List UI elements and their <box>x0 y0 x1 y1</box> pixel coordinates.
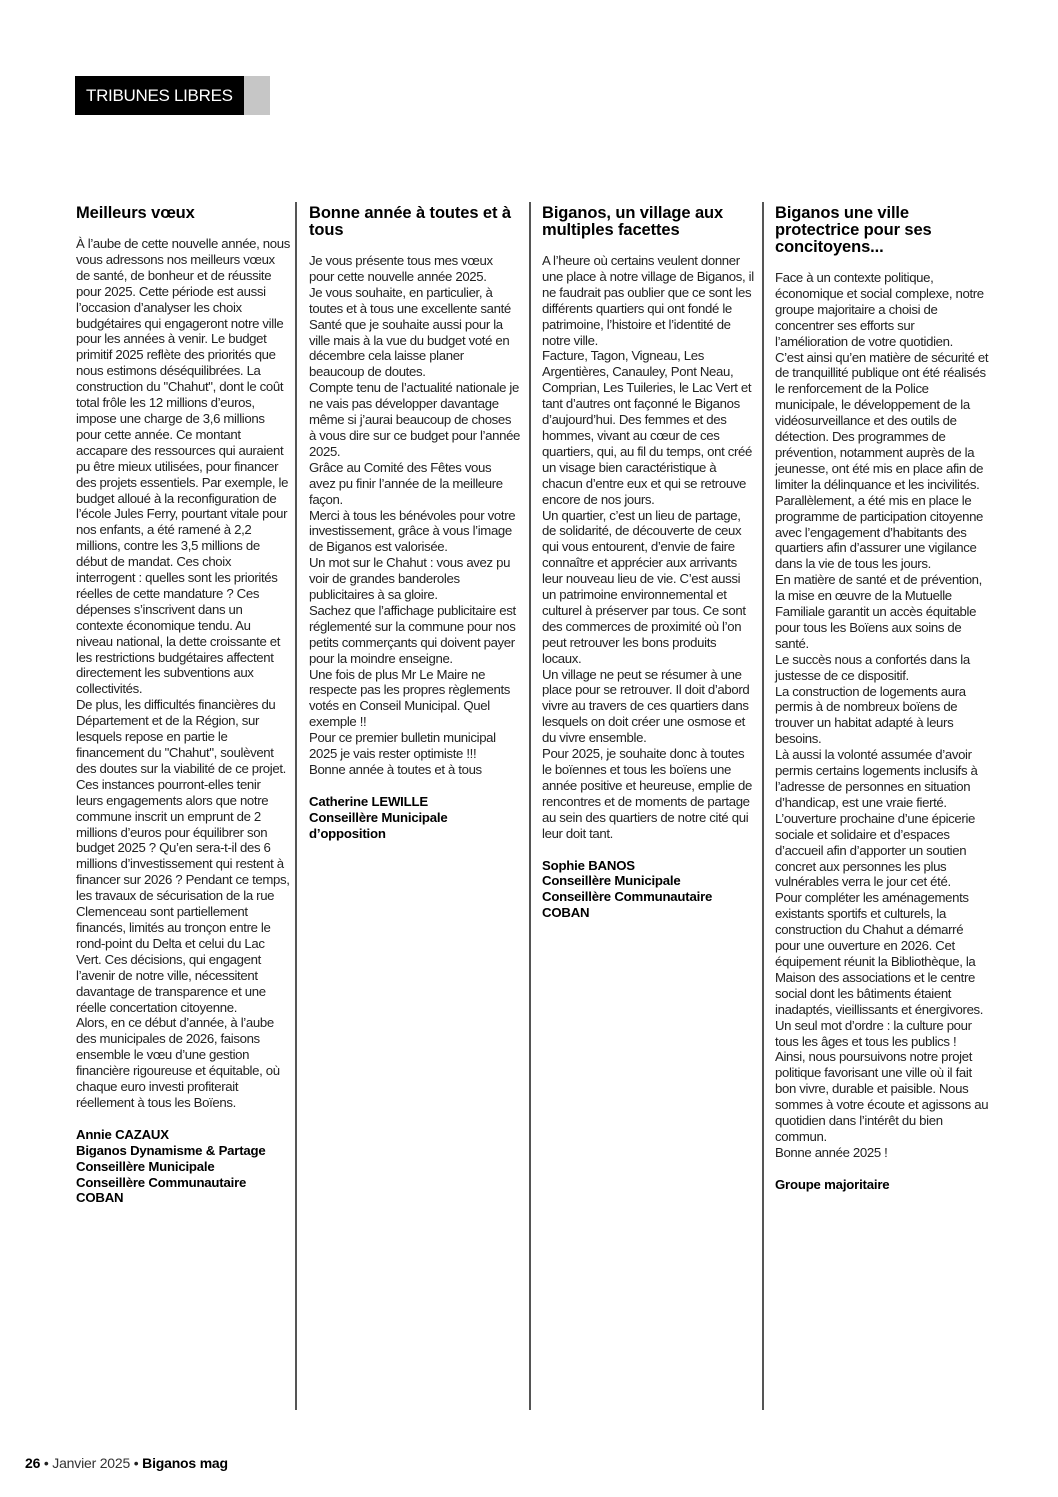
paragraph: Alors, en ce début d’année, à l’aube des municipales de 2026, faisons ensemble le vœu d’une gestion financière rigoureuse et équitable, où chaque euro investi profiterait réellement à tous les Boïens. <box>76 1015 280 1110</box>
paragraph: De plus, les difficultés financières du Département et de la Région, sur lesquels repose en partie le financement du "Chahut", soulèvent des doutes sur la viabilité de ce projet. Ces instances pourront-elles tenir leurs engagements alors que notre commune inscrit un emprunt de 2 millions d’euros pour équilibrer son budget 2025 ? Qu’en sera-t-il des 6 millions d’investissement qui restent à financer sur 2026 ? Pendant ce temps, les travaux de sécurisation de la rue Clemenceau sont partiellement financés, limités au tronçon entre le rond-point du Delta et celui du Lac Vert. Ces décisions, qui engagent l’avenir de notre ville, nécessitent davantage de transparence et une réelle concertation citoyenne. <box>76 697 290 1015</box>
tribune-title: Biganos une ville protectrice pour ses concitoyens... <box>775 204 932 256</box>
tribune-column-2 <box>309 205 521 842</box>
tribune-body <box>542 253 754 842</box>
paragraph: Facture, Tagon, Vigneau, Les Argentières, Canauley, Pont Neau, Comprian, Les Tuileries, le Lac Vert et tant d’autres ont façonné le Biganos d’aujourd’hui. Des femmes et des hommes, vivant au cœur de ces quartiers, qui, au fil du temps, ont créé un visage bien caractéristique à chacun d’entre eux et qui se retrouve encore de nos jours. <box>542 348 752 507</box>
paragraph: Là aussi la volonté assumée d’avoir permis certains logements inclusifs à l’adresse de personnes en situation d’handicap, est une vraie fierté. <box>775 747 978 810</box>
author-role: Conseillère Municipale d’opposition <box>309 809 448 841</box>
paragraph: En matière de santé et de prévention, la mise en œuvre de la Mutuelle Familiale garantit un accès équitable pour tous les Boïens aux soins de santé. <box>775 572 982 651</box>
section-tag <box>75 76 270 115</box>
paragraph: Parallèlement, a été mis en place le programme de participation citoyenne avec l’engagement d’habitants des quartiers afin d’assurer une vigilance dans la vie de tous les jours. <box>775 492 984 572</box>
paragraph: La construction de logements aura permis à de nombreux boïens de trouver un habitat adapté à leurs besoins. <box>775 683 966 747</box>
paragraph: Bonne année à toutes et à tous <box>309 762 482 777</box>
author-role: Conseillère Communautaire COBAN <box>76 1174 247 1206</box>
author-name: Catherine LEWILLE <box>309 793 428 809</box>
author-role: Biganos Dynamisme & Partage Conseillère Municipale <box>76 1142 266 1174</box>
paragraph: Le succès nous a confortés dans la justesse de ce dispositif. <box>775 651 970 683</box>
issue-date: Janvier 2025 <box>52 1455 131 1471</box>
paragraph: Pour compléter les aménagements existants sportifs et culturels, la construction du Chahut a démarré pour une ouverture en 2026. Cet équipement réunit la Bibliothèque, la Maison des associations et le centre social dont les bâtiments étaient inadaptés, vieillissants et énergivores. Un seul mot d’ordre : la culture pour tous les âges et tous les publics ! <box>775 890 984 1049</box>
paragraph: Sachez que l’affichage publicitaire est réglementé sur la commune pour nos petits commerçants qui doivent payer pour la moindre enseigne. <box>309 602 516 666</box>
tribune-body <box>309 253 521 778</box>
paragraph: Pour 2025, je souhaite donc à toutes le boïennes et tous les boïens une année positive et heureuse, emplie de rencontres et de moments de partage au sein des quartiers de notre cité qui leur doit tant. <box>542 746 752 841</box>
section-tag-accent <box>244 76 270 115</box>
paragraph: Un quartier, c’est un lieu de partage, de solidarité, de découverte de ceux qui vous entourent, d’envie de faire connaître et apprécier aux arrivants leur nouveau lieu de vie. C’est aussi un patrimoine environnemental et culturel à préserver par tous. Ce sont des commerces de proximité où l’on peut retrouver les bons produits locaux. <box>542 507 746 666</box>
bullet-separator: • <box>43 1455 49 1471</box>
tribune-signature <box>775 1177 990 1193</box>
paragraph: Je vous présente tous mes vœux pour cette nouvelle année 2025. <box>309 253 493 284</box>
tribune-title: Biganos, un village aux multiples facettes <box>542 204 724 239</box>
paragraph: Un village ne peut se résumer à une place pour se retrouver. Il doit d’abord vivre au travers de ces quartiers dans lesquels on doit créer une osmose et du vivre ensemble. <box>542 666 750 746</box>
author-role: Conseillère Communautaire COBAN <box>542 889 713 921</box>
paragraph: Compte tenu de l’actualité nationale je ne vais pas développer davantage même si j’aurai beaucoup de choses à vous dire sur ce budget pour l’année 2025. <box>309 380 521 459</box>
paragraph: Je vous souhaite, en particulier, à toutes et à tous une excellente santé <box>309 284 511 316</box>
column-divider <box>529 202 531 1410</box>
tribune-signature <box>76 1127 290 1207</box>
bullet-separator: • <box>133 1455 139 1471</box>
tribune-title: Meilleurs vœux <box>76 204 195 222</box>
paragraph: Pour ce premier bulletin municipal 2025 je vais rester optimiste !!! <box>309 730 496 762</box>
tribune-column-3 <box>542 205 754 921</box>
paragraph: Un mot sur le Chahut : vous avez pu voir de grandes banderoles publicitaires à sa gloire. <box>309 555 511 603</box>
tribune-signature <box>309 794 521 842</box>
paragraph: Face à un contexte politique, économique et social complexe, notre groupe majoritaire a choisi de concentrer ses efforts sur l’amélioration de votre quotidien. <box>775 270 984 349</box>
paragraph: C’est ainsi qu’en matière de sécurité et de tranquillité publique ont été réalisés le renforcement de la Police municipale, le développement de la vidéosurveillance et des outils de détection. Des programmes de prévention, notamment auprès de la jeunesse, ont été mis en place afin de limiter la délinquance et les incivilités. <box>775 349 989 492</box>
author-name: Sophie BANOS <box>542 857 635 873</box>
publication-name: Biganos mag <box>142 1455 228 1471</box>
paragraph: Santé que je souhaite aussi pour la ville mais à la vue du budget voté en décembre cela laisse planer beaucoup de doutes. <box>309 316 510 380</box>
paragraph: Grâce au Comité des Fêtes vous avez pu finir l’année de la meilleure façon. <box>309 459 503 507</box>
tribune-body <box>76 236 290 1111</box>
tribune-title: Bonne année à toutes et à tous <box>309 204 511 239</box>
tribune-column-4 <box>775 205 990 1193</box>
author-role: Conseillère Municipale <box>542 873 681 889</box>
section-label: TRIBUNES LIBRES <box>75 76 244 115</box>
tribune-body <box>775 270 990 1161</box>
column-divider <box>762 202 764 1410</box>
column-divider <box>295 202 297 1410</box>
paragraph: Ainsi, nous poursuivons notre projet politique favorisant une ville où il fait bon vivre, durable et paisible. Nous sommes à votre écoute et agissons au quotidien dans l’intérêt du bien commun. <box>775 1049 989 1144</box>
paragraph: Bonne année 2025 ! <box>775 1144 888 1160</box>
paragraph: A l’heure où certains veulent donner une place à notre village de Biganos, il ne faudrait pas oublier que ce sont les différents quartiers qui ont fondé le patrimoine, l’histoire et l’identité de notre ville. <box>542 253 754 348</box>
author-name: Groupe majoritaire <box>775 1176 890 1192</box>
page-number: 26 <box>25 1455 41 1471</box>
author-name: Annie CAZAUX <box>76 1126 169 1142</box>
paragraph: Merci à tous les bénévoles pour votre investissement, grâce à vous l’image de Biganos est valorisée. <box>309 507 516 555</box>
page-footer <box>25 1455 228 1471</box>
tribune-signature <box>542 858 754 922</box>
paragraph: L’ouverture prochaine d’une épicerie sociale et solidaire et d’espaces d’accueil afin d’apporter un soutien concret aux personnes les plus vulnérables verra le jour cet été. <box>775 810 976 890</box>
paragraph: Une fois de plus Mr Le Maire ne respecte pas les propres règlements votés en Conseil Municipal. Quel exemple !! <box>309 666 511 730</box>
paragraph: À l’aube de cette nouvelle année, nous vous adressons nos meilleurs vœux de santé, de bonheur et de réussite pour 2025. Cette période est aussi l’occasion d’analyser les choix budgétaires qui engageront notre ville pour les années à venir. Le budget primitif 2025 reflète des priorités que nous estimons déséquilibrées. La construction du "Chahut", dont le coût total frôle les 12 millions d’euros, impose une charge de 3,6 millions pour cette année. Ce montant accapare des ressources qui auraient pu être mieux utilisées, pour financer des projets essentiels. Par exemple, le budget alloué à la reconfiguration de l’école Jules Ferry, pourtant vitale pour nos enfants, a été ramené à 2,2 millions, contre les 3,5 millions de début de mandat. Ces choix interrogent : quelles sont les priorités réelles de cette mandature ? Ces dépenses s’inscrivent dans un contexte économique tendu. Au niveau national, la dette croissante et les restrictions budgétaires affectent directement les subventions aux collectivités. <box>76 236 290 697</box>
tribune-column-1 <box>76 205 290 1206</box>
